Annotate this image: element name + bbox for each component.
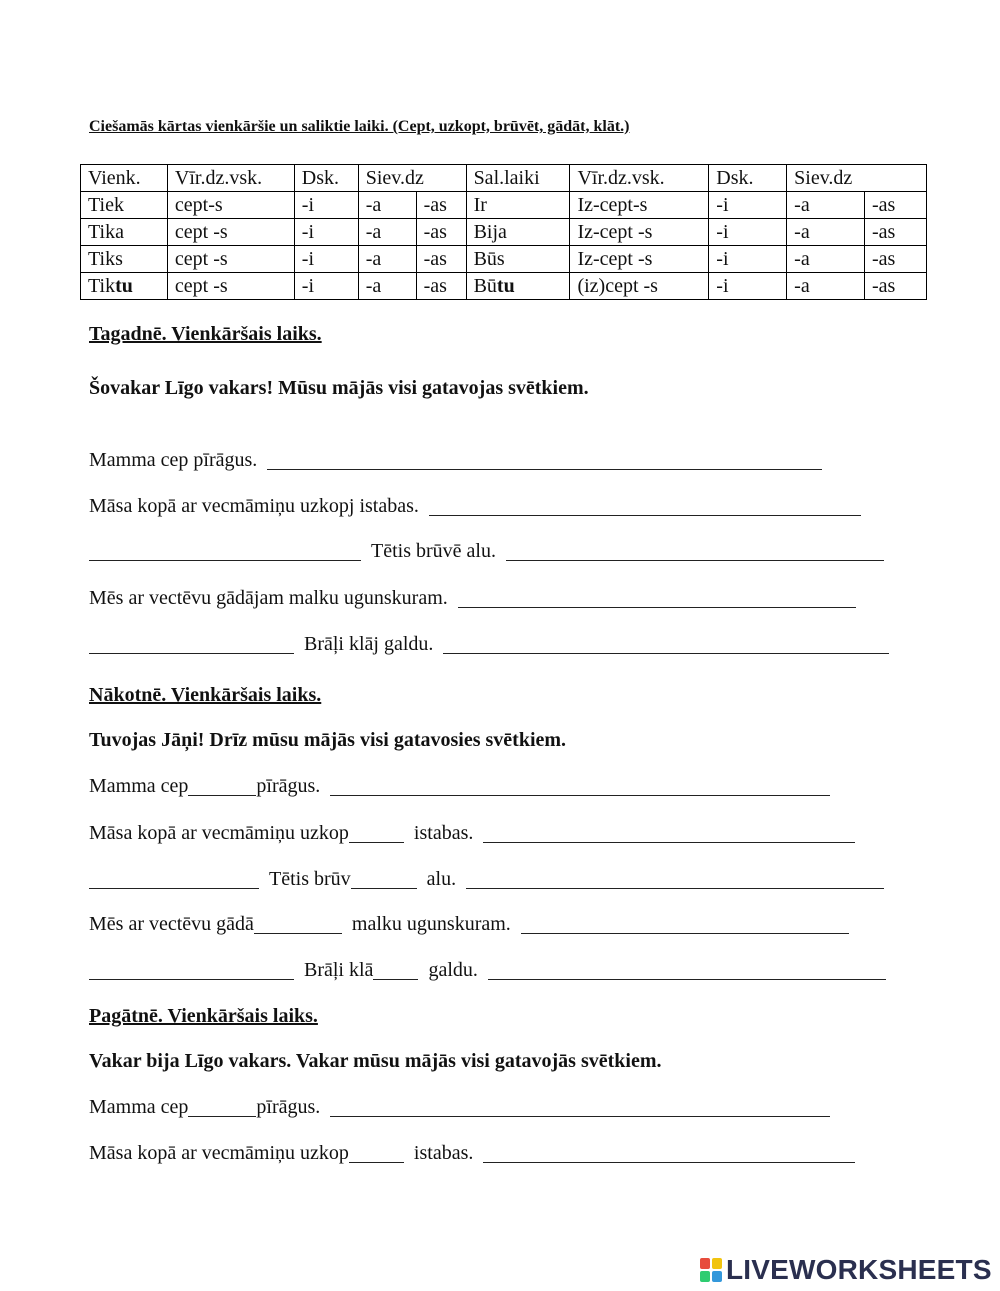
sentence-text: Mamma cep xyxy=(89,775,189,797)
table-cell: -i xyxy=(709,192,787,219)
sentence-text: pīrāgus. xyxy=(256,1096,321,1118)
table-header-row xyxy=(81,165,927,192)
answer-blank[interactable] xyxy=(483,1142,855,1163)
answer-blank[interactable] xyxy=(429,495,861,516)
exercise-line xyxy=(89,1142,855,1165)
table-cell: Ir xyxy=(466,192,570,219)
sentence-text: istabas. xyxy=(413,1142,474,1164)
table-cell: -i xyxy=(709,273,787,300)
header-cell: Dsk. xyxy=(294,165,358,192)
header-cell: Sal.laiki xyxy=(466,165,570,192)
answer-blank[interactable] xyxy=(89,959,294,980)
table-cell: -a xyxy=(787,273,865,300)
answer-blank[interactable] xyxy=(483,822,855,843)
exercise-line xyxy=(89,959,886,982)
table-cell: (iz)cept -s xyxy=(570,273,709,300)
section-title-present: Tagadnē. Vienkāršais laiks. xyxy=(89,323,322,345)
table-row xyxy=(81,219,927,246)
table-cell: Tika xyxy=(81,219,168,246)
answer-blank[interactable] xyxy=(466,868,884,889)
section-intro-present: Šovakar Līgo vakars! Mūsu mājās visi gatavojas svētkiem. xyxy=(89,377,589,399)
answer-blank[interactable] xyxy=(89,540,361,561)
section-title-past: Pagātnē. Vienkāršais laiks. xyxy=(89,1005,318,1027)
table-cell: -as xyxy=(416,273,466,300)
table-row xyxy=(81,273,927,300)
answer-blank[interactable] xyxy=(188,775,256,796)
sentence-text: Mamma cep pīrāgus. xyxy=(89,449,258,471)
table-cell: cept -s xyxy=(167,273,294,300)
table-cell: cept -s xyxy=(167,246,294,273)
exercise-line xyxy=(89,587,856,610)
table-cell: -a xyxy=(358,219,416,246)
table-cell: cept -s xyxy=(167,219,294,246)
table-cell: Tiek xyxy=(81,192,168,219)
header-cell: Vienk. xyxy=(81,165,168,192)
exercise-line xyxy=(89,633,889,656)
exercise-line xyxy=(89,775,830,798)
conjugation-table xyxy=(80,164,927,300)
answer-blank[interactable] xyxy=(506,540,884,561)
header-cell: Vīr.dz.vsk. xyxy=(167,165,294,192)
sentence-text: Māsa kopā ar vecmāmiņu uzkop xyxy=(89,1142,349,1164)
table-cell: -as xyxy=(416,192,466,219)
header-cell: Vīr.dz.vsk. xyxy=(570,165,709,192)
table-cell: -as xyxy=(416,219,466,246)
section-intro-future: Tuvojas Jāņi! Drīz mūsu mājās visi gatavosies svētkiem. xyxy=(89,729,567,751)
table-cell: Iz-cept -s xyxy=(570,219,709,246)
logo-square xyxy=(700,1258,710,1269)
table-cell: -a xyxy=(787,246,865,273)
table-row xyxy=(81,246,927,273)
exercise-line xyxy=(89,913,849,936)
answer-blank[interactable] xyxy=(330,1096,830,1117)
table-cell: -as xyxy=(865,273,927,300)
answer-blank[interactable] xyxy=(488,959,886,980)
table-cell: -a xyxy=(787,192,865,219)
table-row xyxy=(81,192,927,219)
sentence-text: Māsa kopā ar vecmāmiņu uzkopj istabas. xyxy=(89,495,419,517)
table-cell: Bija xyxy=(466,219,570,246)
table-cell: -a xyxy=(358,246,416,273)
section-title-future: Nākotnē. Vienkāršais laiks. xyxy=(89,684,322,706)
answer-blank[interactable] xyxy=(373,959,418,980)
answer-blank[interactable] xyxy=(458,587,856,608)
table-cell: Iz-cept -s xyxy=(570,246,709,273)
answer-blank[interactable] xyxy=(349,1142,404,1163)
answer-blank[interactable] xyxy=(267,449,822,470)
table-cell: -i xyxy=(294,273,358,300)
sentence-text: malku ugunskuram. xyxy=(351,913,511,935)
answer-blank[interactable] xyxy=(351,868,417,889)
sentence-text: Mamma cep xyxy=(89,1096,189,1118)
exercise-line xyxy=(89,449,822,472)
table-cell: Tiks xyxy=(81,246,168,273)
table-cell: -i xyxy=(294,192,358,219)
sentence-text: Mēs ar vectēvu gādā xyxy=(89,913,254,935)
answer-blank[interactable] xyxy=(89,868,259,889)
sentence-text: Māsa kopā ar vecmāmiņu uzkop xyxy=(89,822,349,844)
table-cell: Būtu xyxy=(466,273,570,300)
sentence-text: Brāļi klāj galdu. xyxy=(304,633,434,655)
logo-square xyxy=(700,1271,710,1282)
table-cell: Tiktu xyxy=(81,273,168,300)
logo-square xyxy=(712,1271,722,1282)
table-cell: Iz-cept-s xyxy=(570,192,709,219)
answer-blank[interactable] xyxy=(254,913,342,934)
table-cell: -as xyxy=(416,246,466,273)
exercise-line xyxy=(89,495,861,518)
table-cell: -i xyxy=(709,219,787,246)
table-cell: cept-s xyxy=(167,192,294,219)
logo-square xyxy=(712,1258,722,1269)
answer-blank[interactable] xyxy=(443,633,889,654)
exercise-line xyxy=(89,1096,830,1119)
sentence-text: Tētis brūv xyxy=(269,868,351,890)
table-cell: -i xyxy=(709,246,787,273)
sentence-text: istabas. xyxy=(413,822,474,844)
section-intro-past: Vakar bija Līgo vakars. Vakar mūsu mājās visi gatavojās svētkiem. xyxy=(89,1050,662,1072)
worksheet-heading: Ciešamās kārtas vienkāršie un saliktie laiki. (Cept, uzkopt, brūvēt, gādāt, klāt.) xyxy=(89,118,630,135)
answer-blank[interactable] xyxy=(188,1096,256,1117)
liveworksheets-logo xyxy=(700,1255,992,1285)
header-cell: Siev.dz xyxy=(787,165,927,192)
table-cell: -as xyxy=(865,192,927,219)
sentence-text: pīrāgus. xyxy=(256,775,321,797)
answer-blank[interactable] xyxy=(89,633,294,654)
exercise-line xyxy=(89,540,884,563)
answer-blank[interactable] xyxy=(521,913,849,934)
table-cell: -i xyxy=(294,246,358,273)
answer-blank[interactable] xyxy=(330,775,830,796)
exercise-line xyxy=(89,868,884,891)
header-cell: Dsk. xyxy=(709,165,787,192)
table-cell: -a xyxy=(358,192,416,219)
table-cell: -a xyxy=(358,273,416,300)
table-cell: -i xyxy=(294,219,358,246)
sentence-text: Mēs ar vectēvu gādājam malku ugunskuram. xyxy=(89,587,448,609)
sentence-text: galdu. xyxy=(428,959,478,981)
sentence-text: Brāļi klā xyxy=(304,959,374,981)
exercise-line xyxy=(89,822,855,845)
table-cell: -as xyxy=(865,219,927,246)
table-cell: Būs xyxy=(466,246,570,273)
answer-blank[interactable] xyxy=(349,822,404,843)
sentence-text: Tētis brūvē alu. xyxy=(371,540,496,562)
sentence-text: alu. xyxy=(426,868,457,890)
liveworksheets-icon xyxy=(700,1258,722,1282)
logo-text: LIVEWORKSHEETS xyxy=(726,1254,992,1285)
header-cell: Siev.dz xyxy=(358,165,466,192)
table-cell: -a xyxy=(787,219,865,246)
table-cell: -as xyxy=(865,246,927,273)
